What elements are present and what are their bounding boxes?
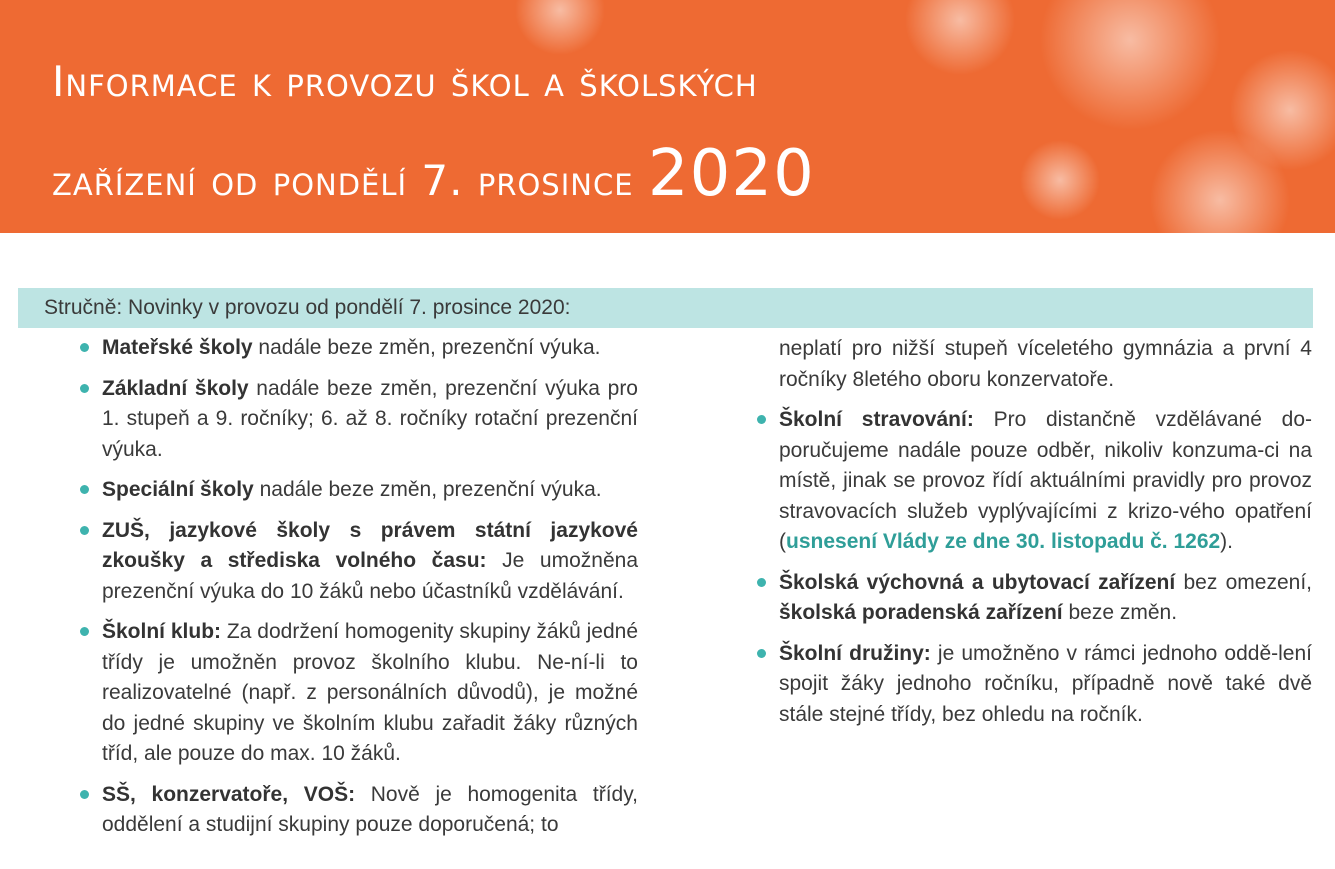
list-item [75,374,638,466]
item-heading: Školní družiny: [779,641,931,665]
bullet-icon [80,384,89,393]
item-heading: Školská výchovná a ubytovací zařízení [779,570,1176,594]
list-item [75,617,638,770]
bullet-icon [80,343,89,352]
list-item [75,475,638,506]
item-heading: Školní stravování: [779,408,974,431]
item-heading: SŠ, konzervatoře, VOŠ: [102,782,356,806]
header-banner [0,0,1335,233]
list-item [75,516,638,608]
item-text-end: ). [1220,530,1233,553]
item-text: Za dodržení homogenity skupiny žáků jedné třídy je umožněn provoz školního klubu. Ne-ní-li to realizovatelné (např. z personálních důvodů), je možné do jedné skupiny ve školním klubu zařadit žáky různých tříd, ale pouze do max. 10 žáků. [102,620,638,765]
list-item [75,333,638,364]
item-text: nadále beze změn, prezenční výuka. [252,336,601,359]
summary-bar [18,288,1313,328]
item-heading: Mateřské školy [102,336,253,359]
bullet-icon [757,578,766,587]
continued-text: neplatí pro nižší stupeň víceletého gymnázia a první 4 ročníky 8letého oboru konzervatoře. [779,337,1312,391]
left-column [75,333,638,851]
list-item [752,405,1312,558]
list-item [752,639,1312,731]
bullet-icon [757,415,766,424]
item-heading: Speciální školy [102,478,254,501]
item-text: nadále beze změn, prezenční výuka pro 1. stupeň a 9. ročníky; 6. až 8. ročníky rotační prezenční výuka. [102,376,638,461]
item-text: Je umožněna prezenční výuka do 10 žáků nebo účastníků vzdělávání. [102,549,638,603]
item-text: nadále beze změn, prezenční výuka. [253,478,602,501]
item-text-2: beze změn. [1062,601,1178,624]
title-line-2-text: zařízení od pondělí 7. prosince [52,156,634,205]
item-heading: ZUŠ, jazykové školy s právem státní jazykové zkoušky a střediska volného času: [102,518,638,572]
bullet-icon [80,790,89,799]
item-heading: Školní klub: [102,620,222,643]
left-list [75,333,638,841]
item-heading-2: školská poradenská zařízení [779,601,1063,624]
summary-label: Stručně: Novinky v provozu od pondělí 7. prosince 2020: [44,296,571,319]
item-text: je umožněno v rámci jednoho oddě-lení spojit žáky jednoho ročníku, případně nově také dvě stále stejné třídy, bez ohledu na ročník. [779,641,1313,726]
bullet-icon [757,649,766,658]
bullet-icon [80,627,89,636]
title-line-1: Informace k provozu škol a školských [52,57,758,106]
item-text: Nově je homogenita třídy, oddělení a studijní skupiny pouze doporučená; to [102,782,638,836]
title-year: 2020 [647,137,815,211]
page-title [52,36,1312,227]
bullet-icon [80,485,89,494]
title-line-2 [52,128,1312,227]
item-heading: Základní školy [102,376,249,400]
list-item [752,568,1312,629]
government-resolution-link[interactable]: usnesení Vlády ze dne 30. listopadu č. 1262 [786,530,1221,553]
bullet-icon [80,526,89,535]
item-text: Pro distančně vzdělávané do-poručujeme nadále pouze odběr, nikoliv konzuma-ci na místě, jinak se provoz řídí aktuálními pravidly pro provoz stravovacích služeb vyplývajícími z krizo-vého opatření ( [779,408,1312,553]
right-column [752,334,1312,740]
item-text: bez omezení, [1175,570,1312,594]
right-list [752,405,1312,730]
list-item [75,780,638,841]
